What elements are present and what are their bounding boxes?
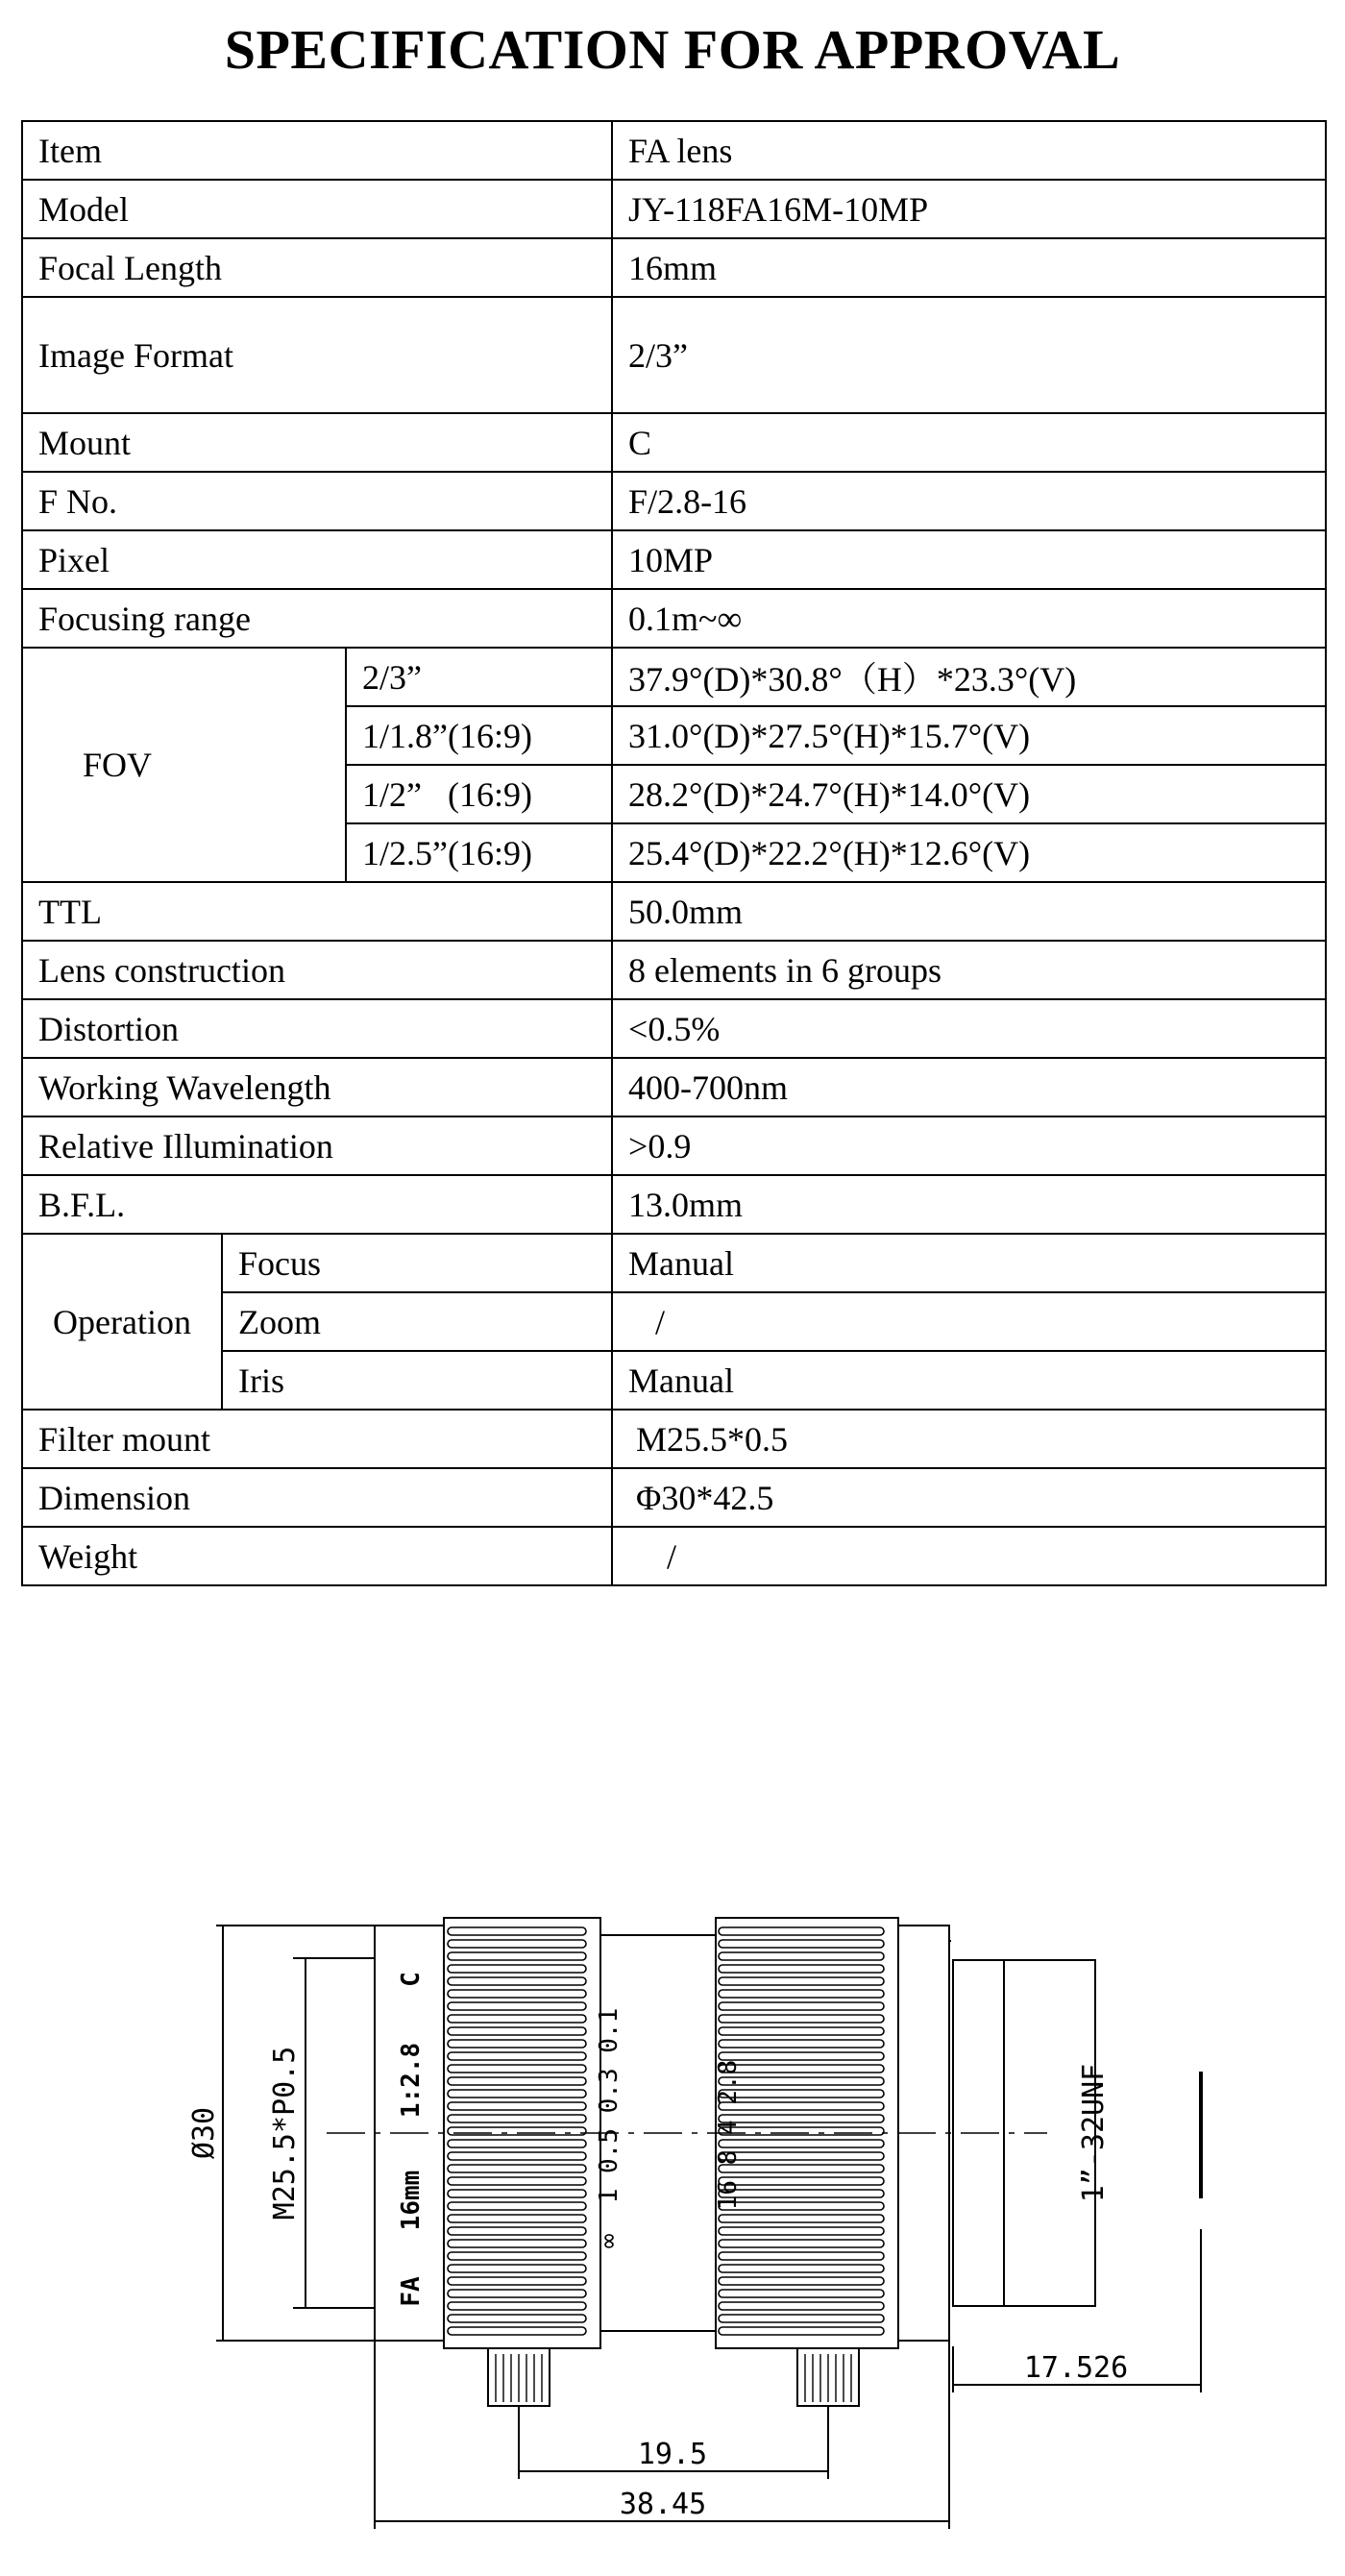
knurl-rib bbox=[448, 2227, 586, 2235]
knurl-rib bbox=[719, 2227, 884, 2235]
knurl-rib bbox=[719, 2265, 884, 2272]
operation-name: Iris bbox=[222, 1351, 612, 1410]
knurl-rib bbox=[448, 2265, 586, 2272]
knurl-rib bbox=[719, 2327, 884, 2335]
spec-label: Mount bbox=[22, 413, 612, 472]
knurl-rib bbox=[448, 1965, 586, 1973]
knurl-rib bbox=[719, 1952, 884, 1960]
knurl-rib bbox=[719, 1990, 884, 1998]
spec-value: 0.1m~∞ bbox=[612, 589, 1326, 648]
spec-row-item bbox=[22, 121, 1326, 180]
knurl-rib bbox=[719, 2065, 884, 2073]
knurl-rib bbox=[719, 2202, 884, 2210]
dimension-label: 19.5 bbox=[637, 2438, 708, 2471]
knurl-rib bbox=[448, 2202, 586, 2210]
operation-label: Operation bbox=[22, 1234, 222, 1410]
knurl-rib bbox=[448, 2040, 586, 2048]
spec-value: 2/3” bbox=[612, 297, 1326, 413]
knurl-rib bbox=[719, 1965, 884, 1973]
knurl-rib bbox=[719, 2002, 884, 2010]
operation-value: / bbox=[612, 1292, 1326, 1351]
spec-label: TTL bbox=[22, 882, 612, 941]
fov-value: 31.0°(D)*27.5°(H)*15.7°(V) bbox=[612, 706, 1326, 765]
spec-value: 8 elements in 6 groups bbox=[612, 941, 1326, 999]
spec-value: 16mm bbox=[612, 238, 1326, 297]
diameter-label: Ø30 bbox=[187, 2106, 221, 2160]
spec-label: Lens construction bbox=[22, 941, 612, 999]
fov-format: 1/1.8”(16:9) bbox=[346, 706, 612, 765]
dimension-label: 17.526 bbox=[1023, 2351, 1129, 2385]
spec-label: Image Format bbox=[22, 297, 612, 413]
operation-value: Manual bbox=[612, 1351, 1326, 1410]
knurl-rib bbox=[448, 2102, 586, 2110]
focus-knurl bbox=[448, 1927, 586, 2335]
knurl-rib bbox=[448, 2190, 586, 2197]
fov-format: 1/2” (16:9) bbox=[346, 765, 612, 823]
spec-row-relative-illumination bbox=[22, 1116, 1326, 1175]
knurl-rib bbox=[719, 2140, 884, 2147]
spec-label: Relative Illumination bbox=[22, 1116, 612, 1175]
knurl-rib bbox=[448, 1990, 586, 1998]
knurl-rib bbox=[719, 2027, 884, 2035]
knurl-rib bbox=[719, 2102, 884, 2110]
knurl-rib bbox=[448, 2052, 586, 2060]
knurl-rib bbox=[719, 2315, 884, 2322]
brand-fa-label: FA bbox=[397, 2276, 426, 2307]
spec-label: B.F.L. bbox=[22, 1175, 612, 1234]
spec-row-focal-length bbox=[22, 238, 1326, 297]
knurl-rib bbox=[448, 1952, 586, 1960]
fov-value: 25.4°(D)*22.2°(H)*12.6°(V) bbox=[612, 823, 1326, 882]
fov-format: 1/2.5”(16:9) bbox=[346, 823, 612, 882]
knurl-rib bbox=[448, 1977, 586, 1985]
knurl-rib bbox=[448, 2177, 586, 2185]
knurl-rib bbox=[719, 1927, 884, 1935]
spec-row-f-no bbox=[22, 472, 1326, 530]
knurl-rib bbox=[448, 2140, 586, 2147]
knurl-rib bbox=[719, 2190, 884, 2197]
dimension-label: 38.45 bbox=[619, 2488, 707, 2521]
spec-label: Focal Length bbox=[22, 238, 612, 297]
knurl-rib bbox=[448, 2027, 586, 2035]
knurl-rib bbox=[448, 2065, 586, 2073]
knurl-rib bbox=[719, 2215, 884, 2222]
knurl-rib bbox=[719, 1977, 884, 1985]
fov-value: 28.2°(D)*24.7°(H)*14.0°(V) bbox=[612, 765, 1326, 823]
spec-row-model bbox=[22, 180, 1326, 238]
knurl-rib bbox=[719, 2252, 884, 2260]
knurl-rib bbox=[719, 2090, 884, 2098]
spec-value: >0.9 bbox=[612, 1116, 1326, 1175]
spec-row-pixel bbox=[22, 530, 1326, 589]
spec-label: Model bbox=[22, 180, 612, 238]
spec-table bbox=[21, 120, 1327, 1586]
knurl-rib bbox=[448, 2090, 586, 2098]
spec-row-distortion bbox=[22, 999, 1326, 1058]
spec-value: / bbox=[612, 1527, 1326, 1585]
spec-row-operation bbox=[22, 1234, 1326, 1292]
spec-row-dimension bbox=[22, 1468, 1326, 1527]
spec-value: 10MP bbox=[612, 530, 1326, 589]
knurl-rib bbox=[719, 2077, 884, 2085]
iris-knurl bbox=[719, 1927, 884, 2335]
knurl-rib bbox=[448, 2115, 586, 2122]
spec-row-bfl bbox=[22, 1175, 1326, 1234]
knurl-rib bbox=[719, 1940, 884, 1948]
knurl-rib bbox=[719, 2015, 884, 2023]
spec-value: F/2.8-16 bbox=[612, 472, 1326, 530]
filter-thread-label: M25.5*P0.5 bbox=[268, 2046, 302, 2220]
operation-name: Zoom bbox=[222, 1292, 612, 1351]
operation-name: Focus bbox=[222, 1234, 612, 1292]
spec-label: Item bbox=[22, 121, 612, 180]
spec-label: Distortion bbox=[22, 999, 612, 1058]
fov-label: FOV bbox=[22, 648, 346, 882]
spec-value: 13.0mm bbox=[612, 1175, 1326, 1234]
knurl-rib bbox=[719, 2052, 884, 2060]
spec-value: FA lens bbox=[612, 121, 1326, 180]
spec-value: C bbox=[612, 413, 1326, 472]
iris-scale-label: 16 8 4 2.8 bbox=[714, 2059, 743, 2211]
knurl-rib bbox=[719, 2040, 884, 2048]
spec-row-weight bbox=[22, 1527, 1326, 1585]
spec-row-mount bbox=[22, 413, 1326, 472]
knurl-rib bbox=[448, 1927, 586, 1935]
knurl-rib bbox=[719, 2290, 884, 2297]
spec-row-image-format bbox=[22, 297, 1326, 413]
knurl-rib bbox=[448, 2240, 586, 2247]
knurl-rib bbox=[719, 2240, 884, 2247]
spec-label: Pixel bbox=[22, 530, 612, 589]
knurl-rib bbox=[719, 2302, 884, 2310]
knurl-rib bbox=[448, 2015, 586, 2023]
mount-thread-label: 1”-32UNF bbox=[1077, 2063, 1111, 2203]
knurl-rib bbox=[448, 2077, 586, 2085]
knurl-rib bbox=[719, 2152, 884, 2160]
spec-label: Filter mount bbox=[22, 1410, 612, 1468]
spec-value: 50.0mm bbox=[612, 882, 1326, 941]
spec-row-working-wavelength bbox=[22, 1058, 1326, 1116]
knurl-rib bbox=[719, 2115, 884, 2122]
knurl-rib bbox=[448, 2165, 586, 2172]
spec-label: F No. bbox=[22, 472, 612, 530]
spec-value: JY-118FA16M-10MP bbox=[612, 180, 1326, 238]
page-title: SPECIFICATION FOR APPROVAL bbox=[224, 18, 1121, 81]
knurl-rib bbox=[448, 1940, 586, 1948]
operation-value: Manual bbox=[612, 1234, 1326, 1292]
knurl-rib bbox=[719, 2277, 884, 2285]
spec-row-ttl bbox=[22, 882, 1326, 941]
spec-value: 400-700nm bbox=[612, 1058, 1326, 1116]
knurl-rib bbox=[448, 2127, 586, 2135]
knurl-rib bbox=[448, 2152, 586, 2160]
knurl-rib bbox=[448, 2315, 586, 2322]
spec-value: Φ30*42.5 bbox=[612, 1468, 1326, 1527]
spec-row-fov bbox=[22, 648, 1326, 706]
fov-value: 37.9°(D)*30.8°（H）*23.3°(V) bbox=[612, 648, 1326, 706]
knurl-rib bbox=[448, 2277, 586, 2285]
brand-aperture-label: 1:2.8 bbox=[397, 2042, 426, 2119]
spec-value: M25.5*0.5 bbox=[612, 1410, 1326, 1468]
spec-label: Dimension bbox=[22, 1468, 612, 1527]
spec-label: Working Wavelength bbox=[22, 1058, 612, 1116]
focus-scale-label: ∞ 1 0.5 0.3 0.1 bbox=[595, 2007, 624, 2249]
knurl-rib bbox=[448, 2252, 586, 2260]
brand-mount-label: C bbox=[397, 1972, 426, 1987]
knurl-rib bbox=[448, 2002, 586, 2010]
knurl-rib bbox=[448, 2290, 586, 2297]
spec-row-focusing-range bbox=[22, 589, 1326, 648]
knurl-rib bbox=[448, 2327, 586, 2335]
fov-format: 2/3” bbox=[346, 648, 612, 706]
knurl-rib bbox=[448, 2302, 586, 2310]
knurl-rib bbox=[448, 2215, 586, 2222]
spec-row-lens-construction bbox=[22, 941, 1326, 999]
lens-drawing bbox=[0, 1883, 1345, 2556]
knurl-rib bbox=[719, 2177, 884, 2185]
brand-focal-label: 16mm bbox=[397, 2170, 426, 2231]
knurl-rib bbox=[719, 2127, 884, 2135]
spec-row-filter-mount bbox=[22, 1410, 1326, 1468]
spec-label: Focusing range bbox=[22, 589, 612, 648]
knurl-rib bbox=[719, 2165, 884, 2172]
spec-label: Weight bbox=[22, 1527, 612, 1585]
spec-value: <0.5% bbox=[612, 999, 1326, 1058]
